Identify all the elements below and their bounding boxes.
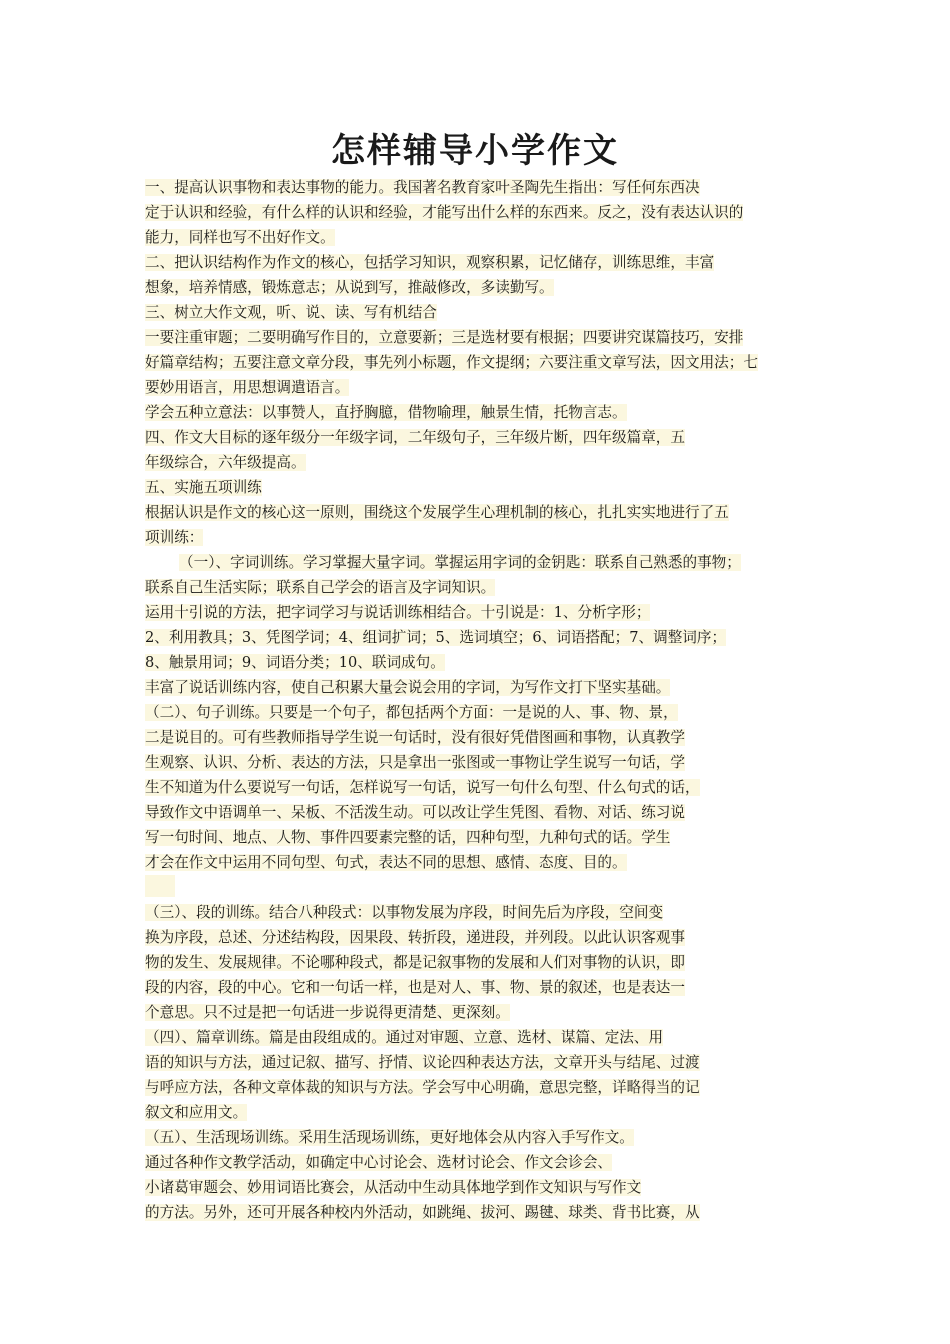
text-line: 学会五种立意法：以事赞人，直抒胸臆，借物喻理，触景生情，托物言志。 xyxy=(145,404,627,421)
document-body xyxy=(145,175,825,1225)
text-line: 换为序段，总述、分述结构段，因果段、转折段，递进段，并列段。以此认识客观事 xyxy=(145,929,685,946)
text-line: 物的发生、发展规律。不论哪种段式，都是记叙事物的发展和人们对事物的认识，即 xyxy=(145,954,685,971)
text-line: 二、把认识结构作为作文的核心，包括学习知识，观察积累，记忆储存，训练思维，丰富 xyxy=(145,254,715,271)
text-line: 段的内容，段的中心。它和一句话一样，也是对人、事、物、景的叙述，也是表达一 xyxy=(145,979,685,996)
text-line: 与呼应方法，各种文章体裁的知识与方法。学会写中心明确，意思完整，详略得当的记 xyxy=(145,1079,700,1096)
text-line: 要妙用语言，用思想调遣语言。 xyxy=(145,379,350,396)
text-line: 语的知识与方法，通过记叙、描写、抒情、议论四种表达方法，文章开头与结尾、过渡 xyxy=(145,1054,700,1071)
text-line: 想象，培养情感，锻炼意志；从说到写，推敲修改，多读勤写。 xyxy=(145,279,554,296)
text-line: 才会在作文中运用不同句型、句式，表达不同的思想、感情、态度、目的。 xyxy=(145,854,627,871)
text-line: 运用十引说的方法，把字词学习与说话训练相结合。十引说是：1、分析字形； xyxy=(145,604,651,621)
text-line: （五）、生活现场训练。采用生活现场训练，更好地体会从内容入手写作文。 xyxy=(145,1129,634,1146)
document-title: 怎样辅导小学作文 xyxy=(331,131,619,171)
text-line: （二）、句子训练。只要是一个句子，都包括两个方面：一是说的人、事、物、景， xyxy=(145,704,678,721)
text-line: 年级综合，六年级提高。 xyxy=(145,454,306,471)
text-line: 三、树立大作文观，听、说、读、写有机结合 xyxy=(145,304,437,321)
text-line: 丰富了说话训练内容，使自己积累大量会说会用的字词，为写作文打下坚实基础。 xyxy=(145,679,671,696)
text-line: 的方法。另外，还可开展各种校内外活动，如跳绳、拔河、踢毽、球类、背书比赛，从 xyxy=(145,1204,700,1221)
text-line: 个意思。只不过是把一句话进一步说得更清楚、更深刻。 xyxy=(145,1004,510,1021)
text-line: 定于认识和经验，有什么样的认识和经验，才能写出什么样的东西来。反之，没有表达认识的 xyxy=(145,204,744,221)
text-line: 联系自己生活实际；联系自己学会的语言及字词知识。 xyxy=(145,579,496,596)
text-line: 写一句时间、地点、人物、事件四要素完整的话，四种句型，九种句式的话。学生 xyxy=(145,829,671,846)
text-line: 2、利用教具；3、凭图学词；4、组词扩词；5、选词填空；6、词语搭配；7、调整词序； xyxy=(145,629,727,646)
text-line: 二是说目的。可有些教师指导学生说一句话时，没有很好凭借图画和事物，认真教学 xyxy=(145,729,685,746)
text-line: （四）、篇章训练。篇是由段组成的。通过对审题、立意、选材、谋篇、定法、用 xyxy=(145,1029,664,1046)
text-line: 叙文和应用文。 xyxy=(145,1104,248,1121)
text-line: 五、实施五项训练 xyxy=(145,479,262,496)
text-line: 项训练： xyxy=(145,529,204,546)
blank-line xyxy=(145,875,825,900)
text-line: （三）、段的训练。结合八种段式：以事物发展为序段，时间先后为序段，空间变 xyxy=(145,904,664,921)
text-line: 生不知道为什么要说写一句话，怎样说写一句话，说写一句什么句型、什么句式的话， xyxy=(145,779,700,796)
text-line: 小诸葛审题会、妙用词语比赛会，从活动中生动具体地学到作文知识与写作文 xyxy=(145,1179,642,1196)
text-line: 能力，同样也写不出好作文。 xyxy=(145,229,335,246)
text-line: 8、触景用词；9、词语分类；10、联词成句。 xyxy=(145,654,445,671)
text-line: 四、作文大目标的逐年级分一年级字词，二年级句子，三年级片断，四年级篇章，五 xyxy=(145,429,685,446)
text-line: 根据认识是作文的核心这一原则，围绕这个发展学生心理机制的核心，扎扎实实地进行了五 xyxy=(145,504,729,521)
text-line: 生观察、认识、分析、表达的方法，只是拿出一张图或一事物让学生说写一句话，学 xyxy=(145,754,685,771)
text-line: （一）、字词训练。学习掌握大量字词。掌握运用字词的金钥匙：联系自己熟悉的事物； xyxy=(179,554,741,571)
text-line: 通过各种作文教学活动，如确定中心讨论会、选材讨论会、作文会诊会、 xyxy=(145,1154,613,1171)
text-line: 导致作文中语调单一、呆板、不活泼生动。可以改让学生凭图、看物、对话、练习说 xyxy=(145,804,685,821)
text-line: 好篇章结构；五要注意文章分段，事先列小标题，作文提纲；六要注重文章写法，因文用法；七 xyxy=(145,354,758,371)
text-line: 一要注重审题；二要明确写作目的，立意要新；三是选材要有根据；四要讲究谋篇技巧，安排 xyxy=(145,329,744,346)
text-line: 一、提高认识事物和表达事物的能力。我国著名教育家叶圣陶先生指出：写任何东西决 xyxy=(145,179,700,196)
